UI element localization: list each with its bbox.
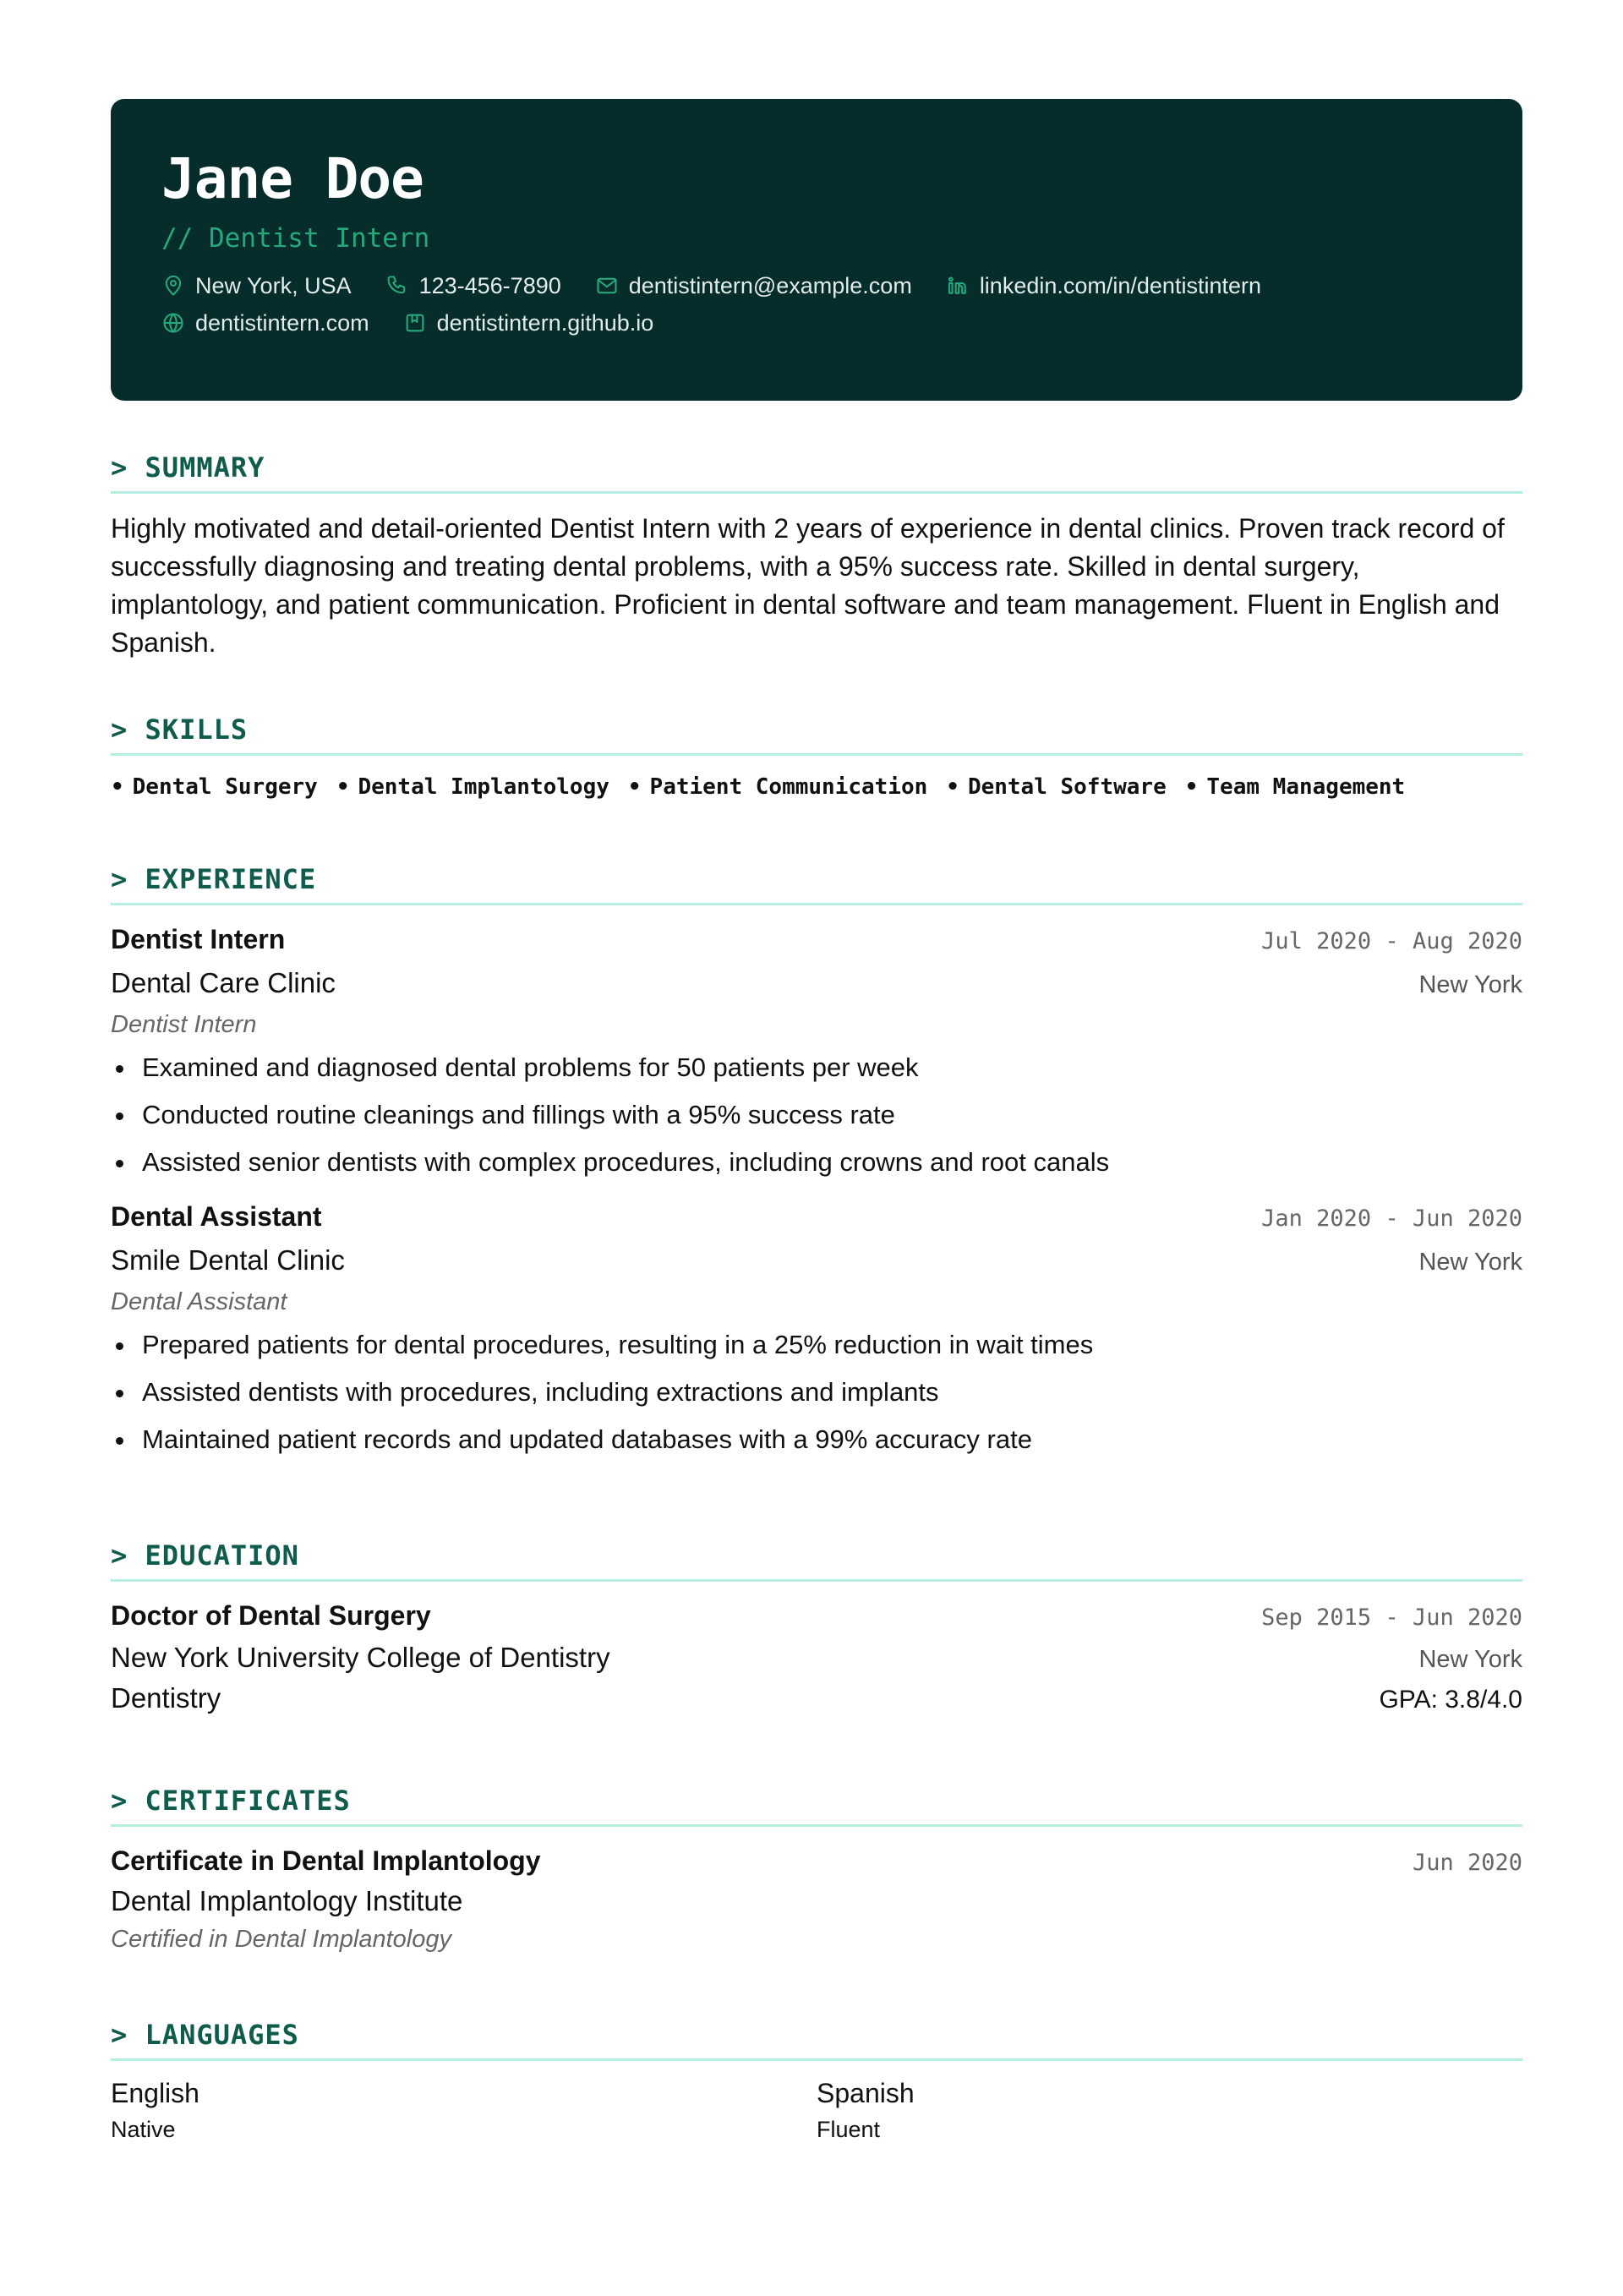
bullet-item: Maintained patient records and updated databases with a 99% accuracy rate bbox=[111, 1416, 1522, 1463]
contact-email[interactable] bbox=[595, 274, 912, 298]
language-level: Fluent bbox=[817, 2117, 881, 2142]
bullet-item: Assisted dentists with procedures, including extractions and implants bbox=[111, 1369, 1522, 1416]
certificate-description: Certified in Dental Implantology bbox=[111, 1926, 451, 1953]
contact-linkedin[interactable] bbox=[946, 274, 1261, 298]
school-location: New York bbox=[1418, 1646, 1522, 1673]
contact-location bbox=[161, 274, 352, 298]
entry-org-row bbox=[111, 967, 1522, 999]
location-pin-icon bbox=[161, 274, 185, 298]
experience-entry bbox=[111, 924, 1522, 1186]
bookmark-icon bbox=[403, 311, 427, 335]
contact-phone-text: 123-456-7890 bbox=[418, 272, 561, 298]
job-subtitle: Dental Assistant bbox=[111, 1288, 287, 1315]
job-date: Jan 2020 - Jun 2020 bbox=[1261, 1205, 1522, 1232]
contact-row-1 bbox=[161, 274, 1472, 298]
skill-item: • Dental Implantology bbox=[336, 774, 609, 800]
skill-item: • Team Management bbox=[1185, 774, 1405, 800]
job-bullets bbox=[111, 1321, 1522, 1463]
bullet-item: Examined and diagnosed dental problems for 50 patients per week bbox=[111, 1044, 1522, 1091]
job-location: New York bbox=[1418, 971, 1522, 998]
entry-header-row bbox=[111, 924, 1522, 955]
certificate-date: Jun 2020 bbox=[1412, 1850, 1522, 1876]
entry-header-row bbox=[111, 1600, 1522, 1632]
job-date: Jul 2020 - Aug 2020 bbox=[1261, 928, 1522, 954]
job-subtitle: Dentist Intern bbox=[111, 1011, 257, 1038]
candidate-role: // Dentist Intern bbox=[161, 223, 430, 254]
certificate-issuer: Dental Implantology Institute bbox=[111, 1885, 463, 1916]
contact-email-text: dentistintern@example.com bbox=[628, 272, 912, 298]
languages-heading: > LANGUAGES bbox=[111, 2021, 1522, 2061]
language-name: English bbox=[111, 2078, 199, 2108]
contact-phone[interactable] bbox=[385, 274, 561, 298]
skills-section bbox=[111, 713, 1522, 800]
bullet-item: Assisted senior dentists with complex procedures, including crowns and root canals bbox=[111, 1139, 1522, 1186]
globe-icon bbox=[161, 311, 185, 335]
certificates-section bbox=[111, 1787, 1522, 1954]
summary-heading: > SUMMARY bbox=[111, 454, 1522, 494]
contact-github-text: dentistintern.github.io bbox=[436, 309, 654, 336]
education-date: Sep 2015 - Jun 2020 bbox=[1261, 1604, 1522, 1631]
certificate-name: Certificate in Dental Implantology bbox=[111, 1845, 541, 1876]
experience-section bbox=[111, 863, 1522, 1463]
entry-header-row bbox=[111, 1845, 1522, 1877]
language-item bbox=[111, 2076, 817, 2143]
degree-title: Doctor of Dental Surgery bbox=[111, 1600, 431, 1631]
entry-field-row bbox=[111, 1682, 1522, 1714]
contact-row-2 bbox=[161, 311, 1472, 335]
experience-heading: > EXPERIENCE bbox=[111, 866, 1522, 905]
job-title: Dentist Intern bbox=[111, 924, 286, 954]
education-section bbox=[111, 1539, 1522, 1714]
entry-org-row bbox=[111, 1642, 1522, 1674]
summary-section bbox=[111, 451, 1522, 662]
skills-list bbox=[111, 774, 1522, 800]
languages-section bbox=[111, 2021, 1522, 2143]
contact-linkedin-text: linkedin.com/in/dentistintern bbox=[979, 272, 1261, 298]
school-name: New York University College of Dentistry bbox=[111, 1642, 610, 1673]
phone-icon bbox=[385, 274, 409, 298]
experience-entry bbox=[111, 1201, 1522, 1463]
contact-website-text: dentistintern.com bbox=[195, 309, 369, 336]
language-name: Spanish bbox=[817, 2078, 915, 2108]
skills-heading: > SKILLS bbox=[111, 716, 1522, 756]
skill-item: • Dental Software bbox=[946, 774, 1166, 800]
entry-org-row bbox=[111, 1244, 1522, 1276]
job-company: Smile Dental Clinic bbox=[111, 1244, 345, 1276]
linkedin-icon bbox=[946, 274, 970, 298]
language-item bbox=[817, 2076, 1522, 2143]
summary-text: Highly motivated and detail-oriented Dentist Intern with 2 years of experience in dental clinics. Proven track record of successfully diagnosing and treating dental problems, with a 95% success rate. Skilled in dental surgery, implantology, and patient communication. Proficient in dental software and team management. Fluent in English and Spanish. bbox=[111, 513, 1505, 658]
bullet-item: Prepared patients for dental procedures, resulting in a 25% reduction in wait times bbox=[111, 1321, 1522, 1369]
mail-icon bbox=[595, 274, 619, 298]
contact-website[interactable] bbox=[161, 311, 369, 335]
skill-item: • Patient Communication bbox=[628, 774, 927, 800]
skill-item: • Dental Surgery bbox=[111, 774, 318, 800]
bullet-item: Conducted routine cleanings and fillings with a 95% success rate bbox=[111, 1091, 1522, 1139]
field-of-study: Dentistry bbox=[111, 1682, 221, 1714]
certificate-entry bbox=[111, 1845, 1522, 1954]
gpa: GPA: 3.8/4.0 bbox=[1379, 1686, 1522, 1714]
contact-location-text: New York, USA bbox=[195, 272, 352, 298]
education-heading: > EDUCATION bbox=[111, 1542, 1522, 1582]
language-level: Native bbox=[111, 2117, 176, 2142]
job-company: Dental Care Clinic bbox=[111, 967, 336, 998]
education-entry bbox=[111, 1600, 1522, 1714]
contact-github[interactable] bbox=[403, 311, 654, 335]
resume-header bbox=[111, 99, 1522, 401]
job-title: Dental Assistant bbox=[111, 1201, 322, 1232]
job-location: New York bbox=[1418, 1249, 1522, 1276]
job-bullets bbox=[111, 1044, 1522, 1186]
certificates-heading: > CERTIFICATES bbox=[111, 1787, 1522, 1827]
entry-header-row bbox=[111, 1201, 1522, 1233]
languages-list bbox=[111, 2076, 1522, 2143]
candidate-name: Jane Doe bbox=[161, 146, 424, 211]
